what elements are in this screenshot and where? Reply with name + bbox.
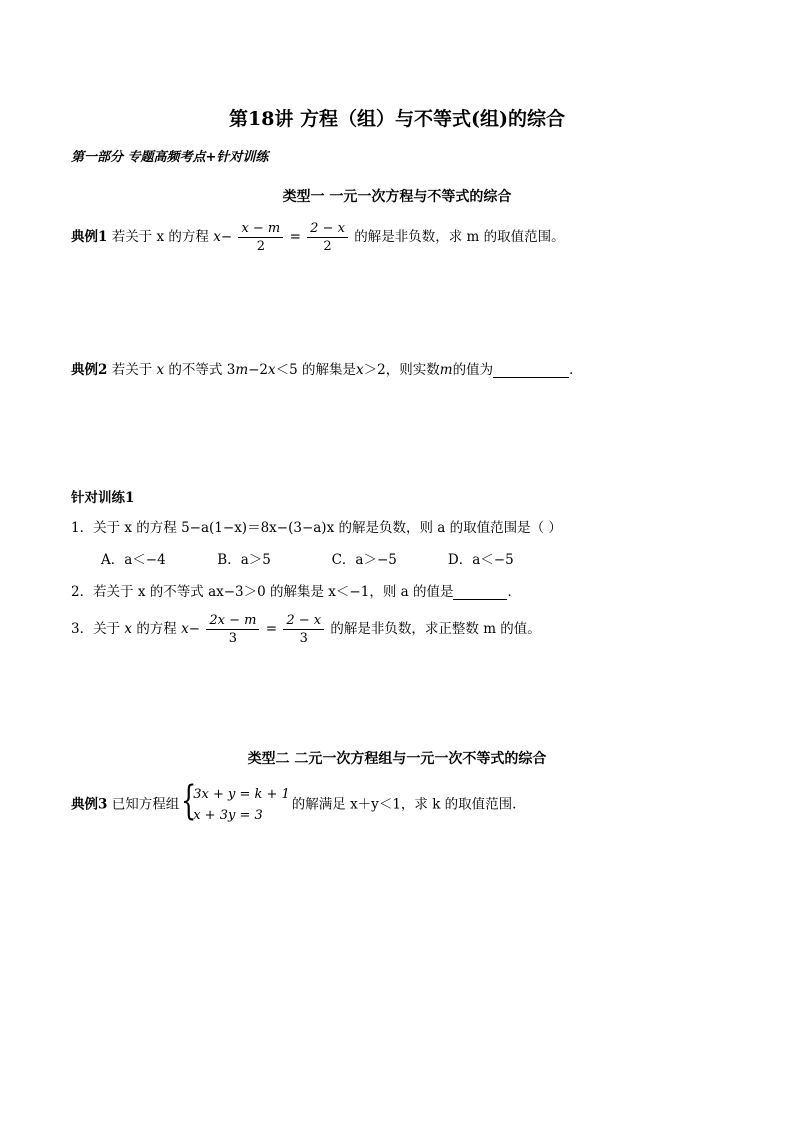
- training-q3: 3．关于 x 的方程 x− $\frac{2x - m}{3}$ = $\frac{2 - x}{3}$ 的解是非负数，求正整数 m 的值。: [71, 613, 541, 646]
- q1-options: [101, 548, 514, 568]
- training-q2: 2．若关于 x 的不等式 ax−3＞0 的解集是 x＜−1，则 a 的值是 ．: [71, 584, 521, 600]
- equals-sign: =: [289, 229, 301, 245]
- example-1: [71, 220, 565, 255]
- example-1-label: 典例1: [71, 229, 108, 245]
- option-c[interactable]: C．a＞−5: [331, 552, 397, 568]
- minus-sign: −: [220, 229, 233, 245]
- var-x: x: [213, 229, 221, 245]
- type2-heading: 类型二 二元一次方程组与一元一次不等式的综合: [247, 751, 547, 767]
- example-1-text: 若关于 x 的方程: [111, 229, 209, 245]
- fraction-2: $\frac{2 - x}{2}$: [307, 220, 348, 255]
- fraction-1: $\frac{x - m}{2}$: [238, 220, 283, 255]
- answer-blank[interactable]: [453, 585, 507, 600]
- type1-heading: 类型一 一元一次方程与不等式的综合: [282, 189, 512, 205]
- option-a[interactable]: A．a＜−4: [101, 552, 166, 568]
- example-3-label: 典例3: [71, 796, 108, 813]
- example-2: 典例2 若关于 x 的不等式 3m−2x＜5 的解集是x＞2，则实数m的值为 ．: [71, 362, 583, 378]
- example-3: 典例3 已知方程组 { 3x + y = k + 1 x + 3y = 3 的解满足 x＋y＜1，求 k 的取值范围.: [71, 778, 517, 824]
- part-heading: 第一部分 专题高频考点+针对训练: [71, 150, 269, 165]
- brace-icon: {: [181, 778, 197, 824]
- fraction-4: $\frac{2 - x}{3}$: [283, 612, 324, 647]
- example-1-question: 的解是非负数，求 m 的取值范围。: [354, 229, 565, 245]
- training-1-heading: 针对训练1: [71, 490, 135, 506]
- answer-blank[interactable]: [493, 363, 569, 378]
- option-d[interactable]: D．a＜−5: [447, 552, 514, 568]
- equation-system: { 3x + y = k + 1 x + 3y = 3: [181, 778, 290, 824]
- training-q1: 1．关于 x 的方程 5−a(1−x)＝8x−(3−a)x 的解是负数，则 a 的取值范围是（ ）: [71, 520, 562, 536]
- fraction-3: $\frac{2x - m}{3}$: [206, 612, 259, 647]
- page-title: 第18讲 方程（组）与不等式(组)的综合: [228, 108, 566, 130]
- example-2-label: 典例2: [71, 362, 108, 378]
- option-b[interactable]: B．a＞5: [217, 552, 271, 568]
